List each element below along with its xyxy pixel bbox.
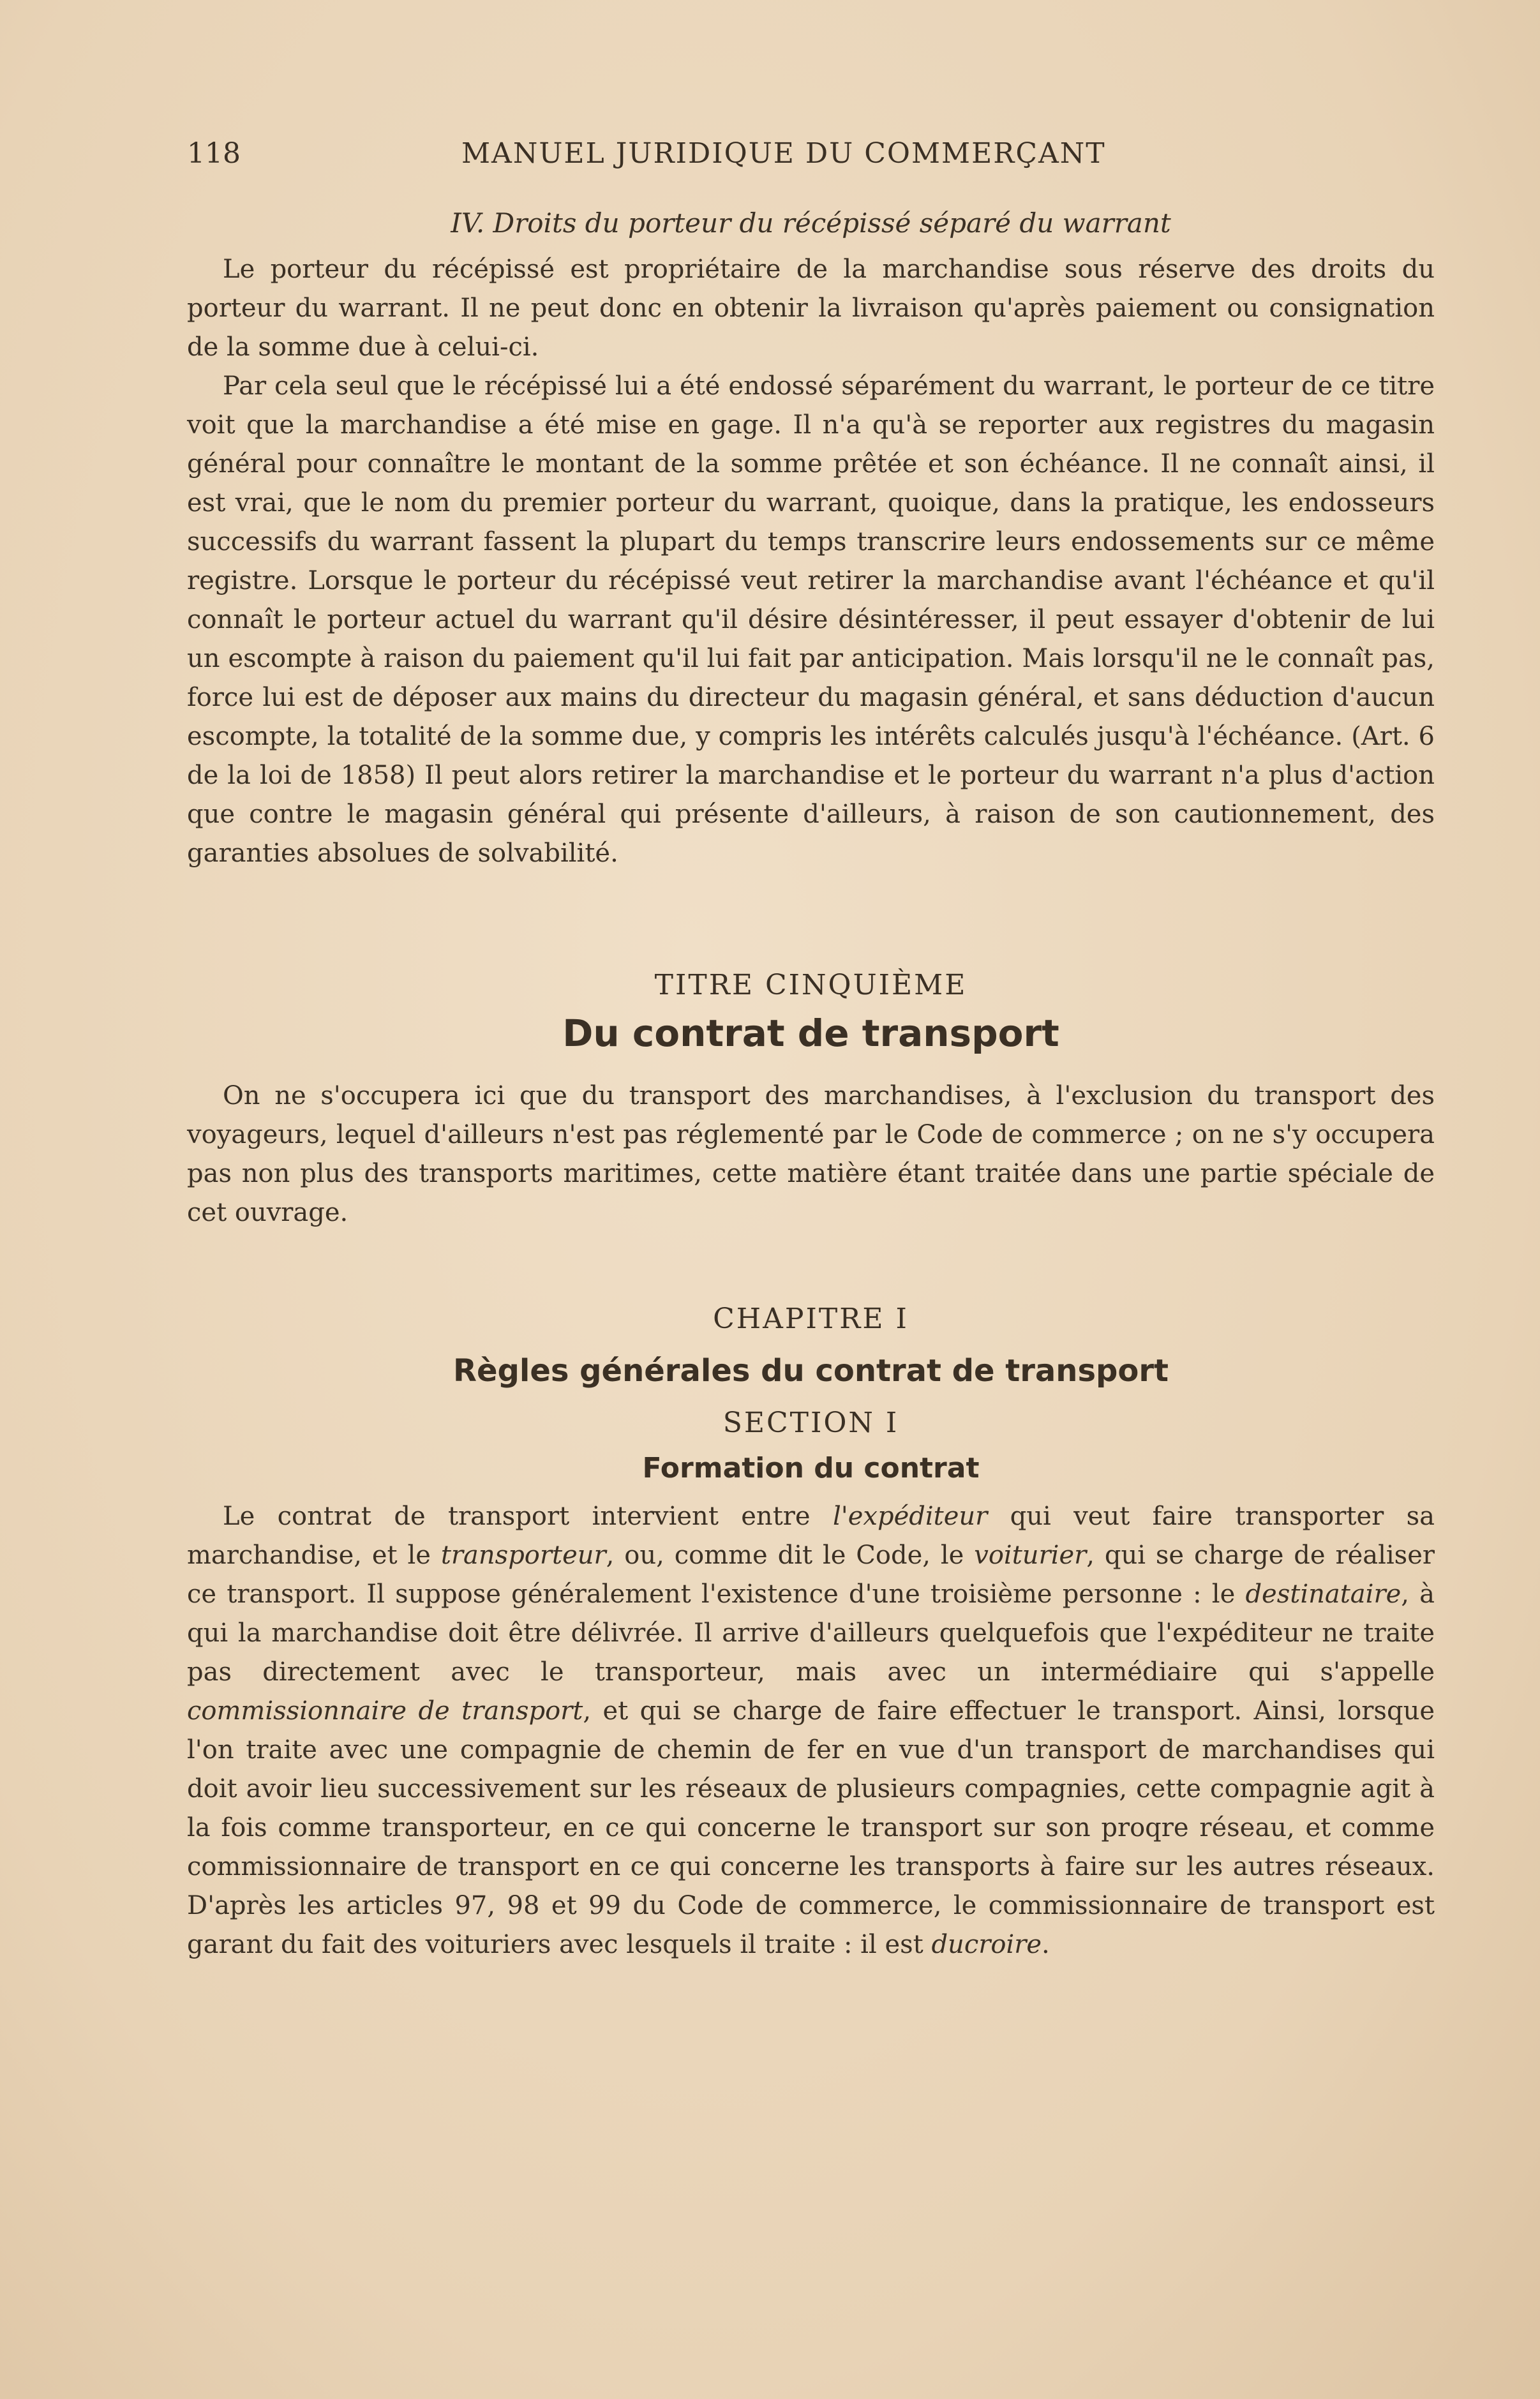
section-heading: Formation du contrat: [642, 1452, 980, 1484]
term-transporteur: transporteur: [440, 1541, 606, 1570]
page-number: 118: [187, 137, 241, 170]
text-run: , à qui la marchandise doit être délivrée. Il arrive d'ailleurs quelquefois que l'expéditeur ne traite pas directement avec le transporteur, mais avec un intermédiaire qui s'appelle: [187, 1580, 1435, 1687]
text-run: , ou, comme dit le Code, le: [606, 1541, 975, 1570]
text-run: qui veut faire transporter sa marchandise, et le: [187, 1502, 1435, 1570]
titre-heading: Du contrat de transport: [562, 1012, 1059, 1055]
text-run: .: [1042, 1930, 1050, 1959]
term-voiturier: voiturier: [974, 1541, 1087, 1570]
running-head: [187, 137, 1435, 176]
term-commissionnaire: commissionnaire de transport: [187, 1696, 583, 1726]
titre-intro-paragraph: On ne s'occupera ici que du transport des marchandises, à l'exclusion du transport des voyageurs, lequel d'ailleurs n'est pas réglementé par le Code de commerce ; on ne s'y occupera pas non plus des transports maritimes, cette matière étant traitée dans une partie spéciale de cet ouvrage.: [187, 1081, 1435, 1227]
text-run: , qui se charge de réaliser ce transport. Il suppose généralement l'existence d'une troisième personne : le: [187, 1541, 1435, 1609]
text-run: , et qui se charge de faire effectuer le transport. Ainsi, lorsque l'on traite avec une compagnie de chemin de fer en vue d'un transport de marchandises qui doit avoir lieu successivement sur les réseaux de plusieurs compagnies, cette compagnie agit à la fois comme transporteur, en ce qui concerne le transport sur son proqre réseau, et comme commissionnaire de transport en ce qui concerne les transports à faire sur les autres réseaux. D'après les articles 97, 98 et 99 du Code de commerce, le commissionnaire de transport est garant du fait des voituriers avec lesquels il traite : il est: [187, 1696, 1435, 1959]
text-run: Le contrat de transport intervient entre: [223, 1502, 833, 1531]
running-title: MANUEL JURIDIQUE DU COMMERÇANT: [461, 137, 1106, 170]
term-destinataire: destinataire: [1245, 1580, 1402, 1609]
section-iv-heading: IV. Droits du porteur du récépissé séparé du warrant: [451, 207, 1171, 239]
paragraph: Le porteur du récépissé est propriétaire de la marchandise sous réserve des droits du porteur du warrant. Il ne peut donc en obtenir la livraison qu'après paiement ou consignation de la somme due à celui-ci.: [187, 255, 1435, 362]
titre-label: TITRE CINQUIÈME: [654, 969, 968, 1001]
chapitre-label: CHAPITRE I: [713, 1303, 909, 1335]
page-content: [187, 137, 1435, 1964]
formation-paragraph: [187, 1497, 1435, 1964]
term-ducroire: ducroire: [931, 1930, 1042, 1959]
chapitre-heading: Règles générales du contrat de transport: [453, 1353, 1169, 1389]
term-expediteur: l'expéditeur: [832, 1502, 988, 1531]
paragraph: Par cela seul que le récépissé lui a été endossé séparément du warrant, le porteur de ce titre voit que la marchandise a été mise en gage. Il n'a qu'à se reporter aux registres du magasin général pour connaître le montant de la somme prêtée et son échéance. Il ne connaît ainsi, il est vrai, que le nom du premier porteur du warrant, quoique, dans la pratique, les endosseurs successifs du warrant fassent la plupart du temps transcrire leurs endossements sur ce même registre. Lorsque le porteur du récépissé veut retirer la marchandise avant l'échéance et qu'il connaît le porteur actuel du warrant qu'il désire désintéresser, il peut essayer d'obtenir de lui un escompte à raison du paiement qu'il lui fait par anticipation. Mais lorsqu'il ne le connaît pas, force lui est de déposer aux mains du directeur du magasin général, et sans déduction d'aucun escompte, la totalité de la somme due, y compris les intérêts calculés jusqu'à l'échéance. (Art. 6 de la loi de 1858) Il peut alors retirer la marchandise et le porteur du warrant n'a plus d'action que contre le magasin général qui présente d'ailleurs, à raison de son cautionnement, des garanties absolues de solvabilité.: [187, 371, 1435, 868]
section-label: SECTION I: [722, 1407, 899, 1439]
